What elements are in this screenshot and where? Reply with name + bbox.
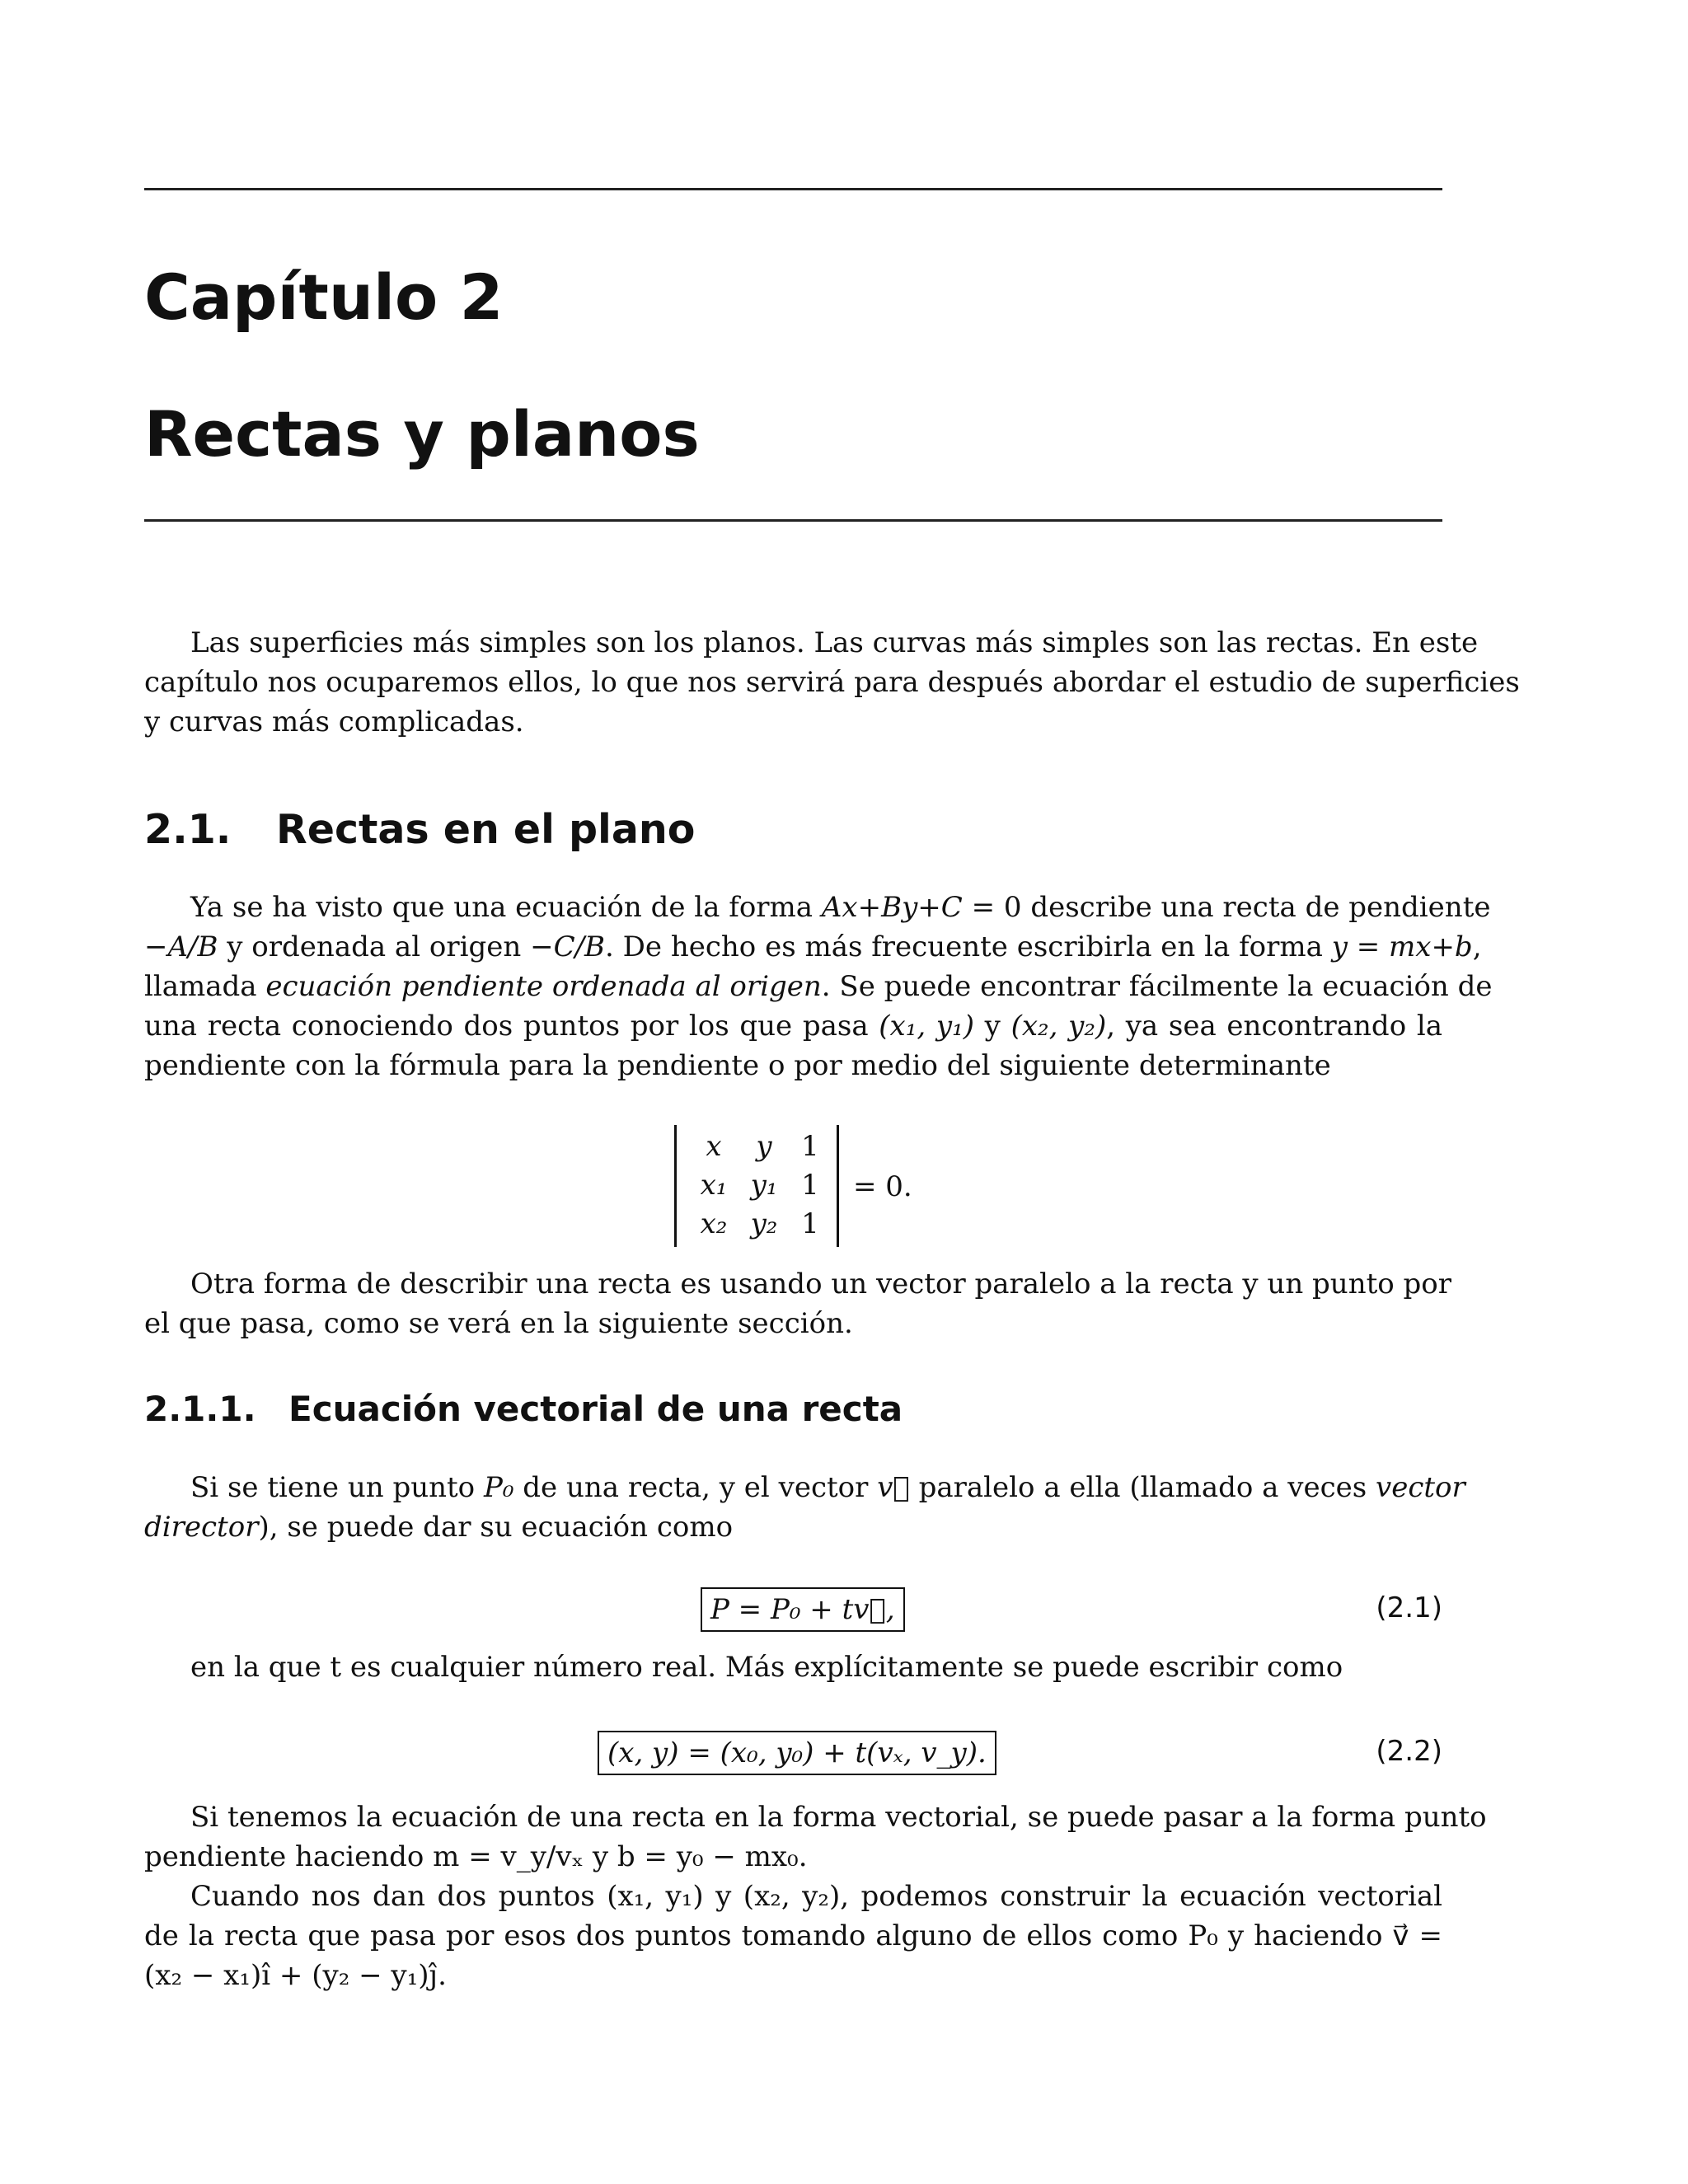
- section-heading: [144, 805, 695, 855]
- determinant-matrix: [689, 1130, 831, 1246]
- subsection-number: 2.1.1.: [144, 1389, 256, 1429]
- paragraph-line: el que pasa, como se verá en la siguiente sección.: [144, 1307, 853, 1340]
- vector-paragraph: [144, 1468, 1465, 1547]
- paragraph-line: Otra forma de describir una recta es usando un vector paralelo a la recta y un punto por: [190, 1268, 1452, 1301]
- subsection-heading: [144, 1387, 903, 1432]
- paragraph-line: pendiente con la fórmula para la pendiente o por medio del siguiente determinante: [144, 1049, 1331, 1082]
- matrix-cell: x: [706, 1130, 722, 1163]
- matrix-cell: x₂: [700, 1207, 728, 1240]
- paragraph-line: pendiente haciendo m = v_y/vₓ y b = y₀ − mx₀.: [144, 1840, 808, 1873]
- intro-line: Las superficies más simples son los planos. Las curvas más simples son las rectas. En este: [190, 626, 1479, 659]
- final-paragraph: [144, 1797, 1487, 1995]
- after-determinant-paragraph: [144, 1264, 1452, 1343]
- equation-number: (2.1): [1376, 1591, 1442, 1624]
- matrix-cell: 1: [801, 1207, 819, 1240]
- matrix-cell: y: [756, 1130, 772, 1163]
- bottom-rule: [144, 519, 1442, 522]
- intro-paragraph: [144, 623, 1520, 742]
- paragraph-line: Cuando nos dan dos puntos (x₁, y₁) y (x₂, y₂), podemos construir la ecuación vectorial: [190, 1880, 1442, 1913]
- section-number: 2.1.: [144, 806, 232, 853]
- equation-number: (2.2): [1376, 1735, 1442, 1768]
- section-title: Rectas en el plano: [276, 806, 696, 853]
- subsection-title: Ecuación vectorial de una recta: [288, 1389, 903, 1429]
- paragraph-line: director), se puede dar su ecuación como: [144, 1511, 734, 1544]
- paragraph-line: una recta conociendo dos puntos por los que pasa (x₁, y₁) y (x₂, y₂), ya sea encontrando la: [144, 1010, 1442, 1043]
- after-eq1-paragraph: [144, 1647, 1442, 1687]
- paragraph-line: llamada ecuación pendiente ordenada al origen. Se puede encontrar fácilmente la ecuación de: [144, 970, 1493, 1003]
- top-rule: [144, 188, 1442, 190]
- determinant-right-bar: [837, 1125, 839, 1247]
- intro-line: capítulo nos ocuparemos ellos, lo que nos servirá para después abordar el estudio de superficies: [144, 666, 1520, 699]
- paragraph-line: Si tenemos la ecuación de una recta en la forma vectorial, se puede pasar a la forma punto: [190, 1801, 1487, 1834]
- chapter-label: Capítulo 2: [144, 260, 504, 334]
- paragraph-line: en la que t es cualquier número real. Más explícitamente se puede escribir como: [190, 1651, 1343, 1684]
- paragraph-line: −A/B y ordenada al origen −C/B. De hecho es más frecuente escribirla en la forma y = mx+b,: [144, 930, 1482, 963]
- section-paragraph: [144, 888, 1493, 1085]
- matrix-cell: y₂: [750, 1207, 778, 1240]
- equation-2-2: (x, y) = (x₀, y₀) + t(vₓ, v_y).: [598, 1731, 996, 1775]
- intro-line: y curvas más complicadas.: [144, 705, 524, 738]
- paragraph-line: de la recta que pasa por esos dos puntos tomando alguno de ellos como P₀ y haciendo v⃗ =: [144, 1919, 1442, 1952]
- equation-2-1: P = P₀ + tv⃗,: [701, 1587, 905, 1632]
- paragraph-line: Ya se ha visto que una ecuación de la forma Ax+By+C = 0 describe una recta de pendiente: [190, 891, 1491, 924]
- paragraph-line: (x₂ − x₁)î + (y₂ − y₁)ĵ.: [144, 1959, 447, 1992]
- determinant-equals: = 0.: [853, 1170, 912, 1203]
- matrix-cell: 1: [801, 1169, 819, 1202]
- chapter-title: Rectas y planos: [144, 397, 700, 471]
- matrix-cell: x₁: [700, 1169, 728, 1202]
- matrix-cell: 1: [801, 1130, 819, 1163]
- paragraph-line: Si se tiene un punto P₀ de una recta, y el vector v⃗ paralelo a ella (llamado a veces vector: [190, 1471, 1465, 1504]
- matrix-cell: y₁: [750, 1169, 778, 1202]
- determinant-left-bar: [674, 1125, 677, 1247]
